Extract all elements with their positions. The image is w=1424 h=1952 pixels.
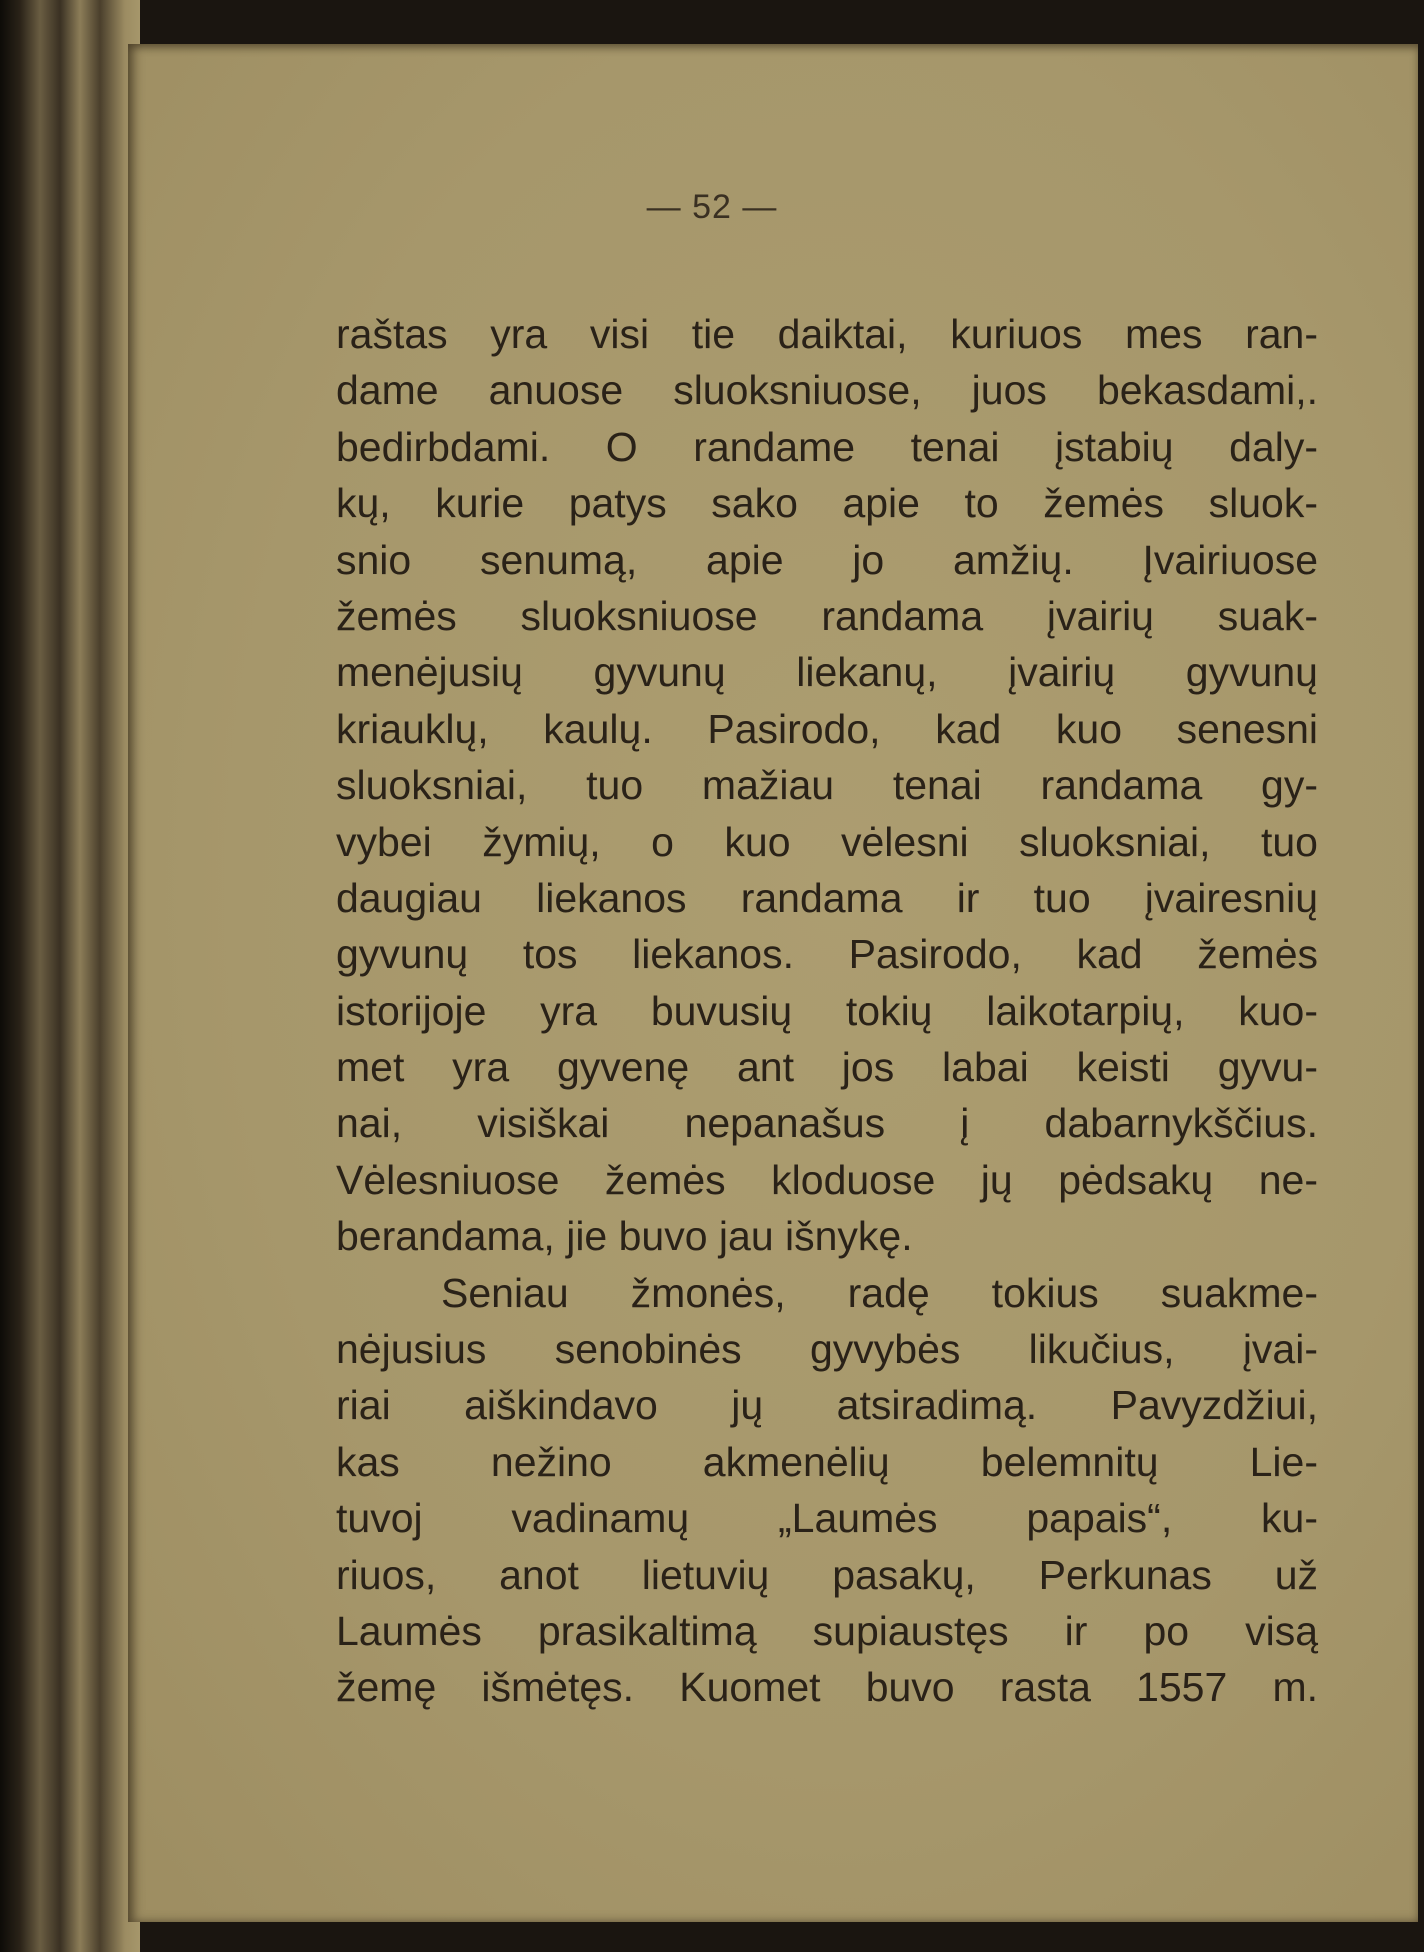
text-line: kas nežino akmenėlių belemnitų Lie- <box>336 1438 1318 1485</box>
text-line: nėjusius senobinės gyvybės likučius, įvai- <box>336 1326 1318 1373</box>
text-line: kriauklų, kaulų. Pasirodo, kad kuo senesni <box>336 705 1318 752</box>
text-line: vybei žymių, o kuo vėlesni sluoksniai, tuo <box>336 818 1318 865</box>
text-line: Vėlesniuose žemės kloduose jų pėdsakų ne- <box>336 1156 1318 1203</box>
text-line: riai aiškindavo jų atsiradimą. Pavyzdžiui, <box>336 1382 1318 1429</box>
text-line: sluoksniai, tuo mažiau tenai randama gy- <box>336 762 1318 809</box>
text-line: raštas yra visi tie daiktai, kuriuos mes ran- <box>336 311 1318 357</box>
text-line: tuvoj vadinamų „Laumės papais“, ku- <box>336 1495 1318 1542</box>
paragraph-start-line: Seniau žmonės, radę tokius suakme- <box>441 1269 1318 1316</box>
paragraph-end-line: berandama, jie buvo jau išnykę. <box>336 1213 913 1260</box>
text-line: riuos, anot lietuvių pasakų, Perkunas už <box>336 1551 1318 1598</box>
text-line: kų, kurie patys sako apie to žemės sluok- <box>336 480 1318 527</box>
text-line: gyvunų tos liekanos. Pasirodo, kad žemės <box>336 931 1318 978</box>
book-binding-edge <box>0 0 140 1952</box>
page-number: — 52 — <box>646 188 778 226</box>
text-line: žemę išmėtęs. Kuomet buvo rasta 1557 m. <box>336 1664 1318 1711</box>
text-line: istorijoje yra buvusių tokių laikotarpių, kuo- <box>336 987 1318 1034</box>
text-line: daugiau liekanos randama ir tuo įvairesnių <box>336 874 1318 921</box>
text-line: snio senumą, apie jo amžių. Įvairiuose <box>336 536 1318 583</box>
text-line: žemės sluoksniuose randama įvairių suak- <box>336 592 1318 639</box>
text-line: met yra gyvenę ant jos labai keisti gyvu- <box>336 1044 1318 1091</box>
text-line: menėjusių gyvunų liekanų, įvairių gyvunų <box>336 649 1318 696</box>
text-line: dame anuose sluoksniuose, juos bekasdami,. <box>336 367 1318 414</box>
body-text <box>336 306 1318 1716</box>
text-line: bedirbdami. O randame tenai įstabių daly- <box>336 423 1318 470</box>
text-line: Laumės prasikaltimą supiaustęs ir po visą <box>336 1607 1318 1654</box>
text-line: nai, visiškai nepanašus į dabarnykščius. <box>336 1100 1318 1147</box>
